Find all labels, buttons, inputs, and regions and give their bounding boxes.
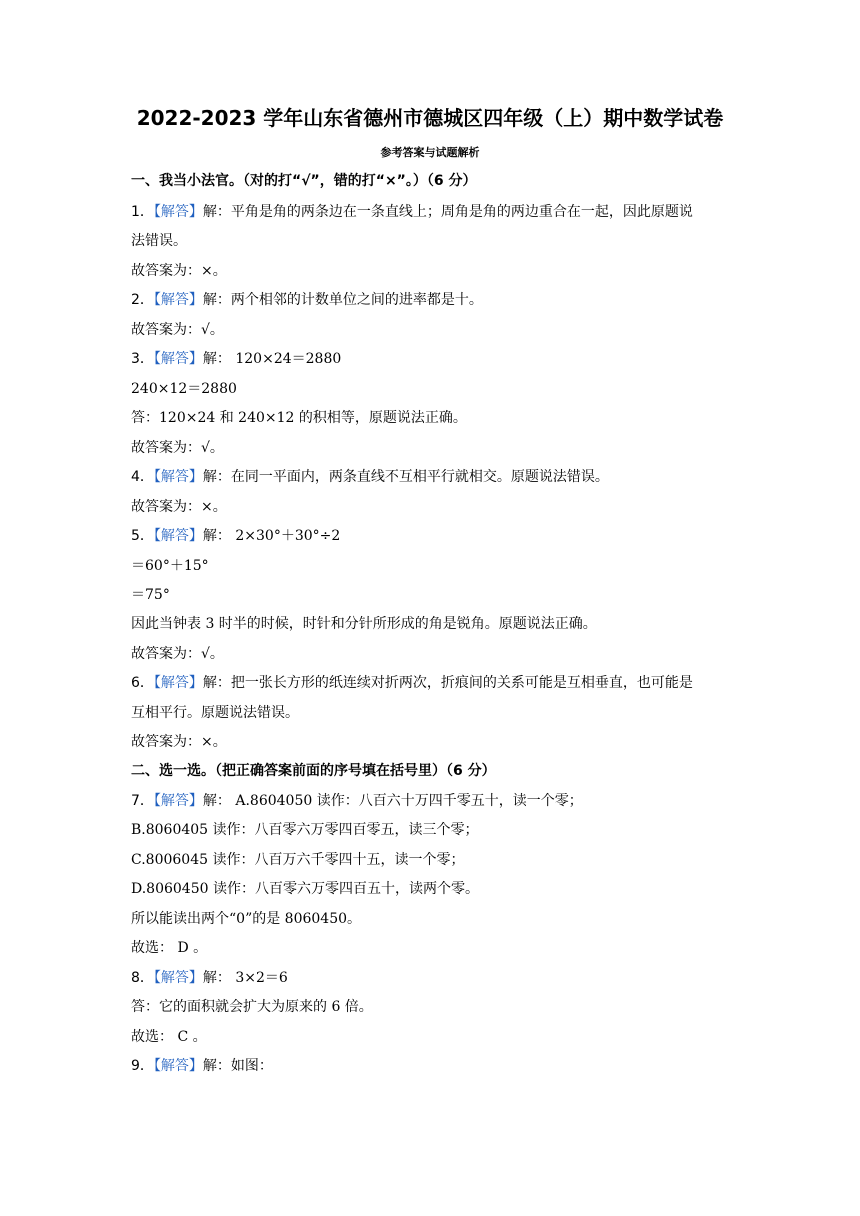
question-2-line-1	[131, 289, 741, 311]
question-6-answer: 故答案为：×。	[131, 734, 227, 750]
section-heading-2: 二、选一选。（把正确答案前面的序号填在括号里）（6 分）	[131, 763, 496, 779]
question-6-line-2: 互相平行。原题说法错误。	[131, 705, 299, 721]
question-7-line-4: D.8060450 读作：八百零六万零四百五十，读两个零。	[131, 881, 479, 897]
question-3-line-1	[131, 348, 741, 370]
question-number: 5．	[131, 528, 154, 544]
question-5-line-4: 因此当钟表 3 时半的时候，时针和分针所形成的角是锐角。原题说法正确。	[131, 616, 597, 632]
question-3-line-2: 240×12＝2880	[131, 381, 237, 397]
answer-tag: 【解答】	[153, 528, 203, 544]
question-number: 6．	[131, 675, 154, 691]
question-9-line-1	[131, 1055, 741, 1077]
question-2-answer: 故答案为：√。	[131, 322, 224, 338]
question-number: 1．	[131, 204, 154, 220]
question-8-line-1	[131, 967, 741, 989]
question-7-line-5: 所以能读出两个“0”的是 8060450。	[131, 911, 362, 927]
question-4-line-1	[131, 466, 741, 488]
question-5-line-3: ＝75°	[131, 587, 170, 603]
answer-tag: 【解答】	[153, 469, 203, 485]
answer-tag: 【解答】	[153, 292, 203, 308]
question-1-line-2: 法错误。	[131, 233, 187, 249]
question-7-answer: 故选： D 。	[131, 940, 208, 956]
question-number: 4．	[131, 469, 154, 485]
question-4-answer: 故答案为：×。	[131, 499, 227, 515]
question-6-line-1	[131, 672, 741, 694]
question-number: 9．	[131, 1058, 154, 1074]
question-text: 解：如图：	[202, 1058, 273, 1074]
question-number: 2．	[131, 292, 154, 308]
question-text: 解：在同一平面内，两条直线不互相平行就相交。原题说法错误。	[202, 469, 609, 485]
question-text: 解： 3×2＝6	[202, 970, 288, 986]
answer-tag: 【解答】	[153, 204, 203, 220]
question-text: 解：两个相邻的计数单位之间的进率都是十。	[202, 292, 483, 308]
answer-tag: 【解答】	[153, 970, 203, 986]
section-heading-1: 一、我当小法官。（对的打“√”，错的打“×”。）（6 分）	[131, 173, 477, 189]
answer-tag: 【解答】	[153, 793, 203, 809]
question-5-answer: 故答案为：√。	[131, 646, 224, 662]
question-8-line-2: 答：它的面积就会扩大为原来的 6 倍。	[131, 999, 373, 1015]
question-text: 解： 2×30°＋30°÷2	[202, 528, 341, 544]
page-title: 2022-2023 学年山东省德州市德城区四年级（上）期中数学试卷	[136, 106, 724, 130]
question-text: 解： 120×24＝2880	[202, 351, 342, 367]
question-text: 解：平角是角的两条边在一条直线上；周角是角的两边重合在一起，因此原题说	[202, 204, 693, 220]
question-3-line-3: 答：120×24 和 240×12 的积相等，原题说法正确。	[131, 410, 467, 426]
question-7-line-3: C.8006045 读作：八百万六千零四十五，读一个零；	[131, 852, 465, 868]
question-1-answer: 故答案为：×。	[131, 263, 227, 279]
question-5-line-1	[131, 525, 741, 547]
question-text: 解：把一张长方形的纸连续对折两次，折痕间的关系可能是互相垂直，也可能是	[202, 675, 693, 691]
question-number: 8．	[131, 970, 154, 986]
answer-tag: 【解答】	[153, 1058, 203, 1074]
question-3-answer: 故答案为：√。	[131, 440, 224, 456]
page-subtitle: 参考答案与试题解析	[380, 146, 480, 159]
question-number: 3．	[131, 351, 154, 367]
question-7-line-1	[131, 790, 741, 812]
question-7-line-2: B.8060405 读作：八百零六万零四百零五，读三个零；	[131, 822, 479, 838]
question-5-line-2: ＝60°＋15°	[131, 558, 209, 574]
answer-tag: 【解答】	[153, 351, 203, 367]
question-1-line-1	[131, 201, 741, 223]
question-8-answer: 故选： C 。	[131, 1029, 207, 1045]
question-number: 7．	[131, 793, 154, 809]
answer-tag: 【解答】	[153, 675, 203, 691]
question-text: 解： A.8604050 读作：八百六十万四千零五十，读一个零；	[202, 793, 583, 809]
